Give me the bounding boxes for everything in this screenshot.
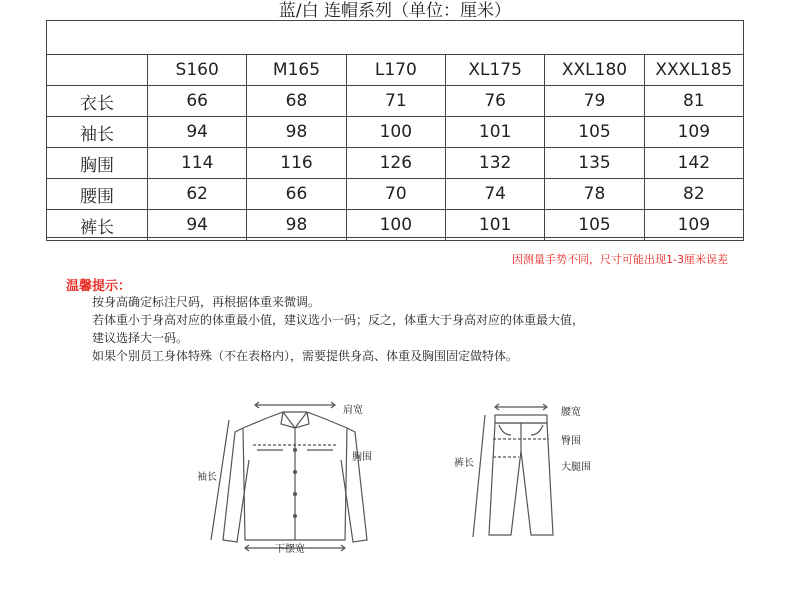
table-row <box>47 179 744 210</box>
table-row <box>47 86 744 117</box>
table-cell: 76 <box>445 86 544 117</box>
tip-line: 按身高确定标注尺码，再根据体重来微调。 <box>92 295 321 309</box>
pants-waistband <box>495 415 547 423</box>
table-cell: 74 <box>445 179 544 210</box>
table-header-cell: XL175 <box>445 55 544 86</box>
table-cell: 70 <box>346 179 445 210</box>
table-header-cell: L170 <box>346 55 445 86</box>
table-header-cell: S160 <box>148 55 247 86</box>
table-cell: 79 <box>545 86 644 117</box>
table-cell: 62 <box>148 179 247 210</box>
table-header-cell <box>47 55 148 86</box>
table-cell: 109 <box>644 210 743 241</box>
table-header-row <box>47 55 744 86</box>
row-label: 胸围 <box>47 148 148 179</box>
table-cell: 100 <box>346 210 445 241</box>
table-cell: 114 <box>148 148 247 179</box>
tips-list <box>92 293 584 365</box>
thigh-label: 大腿围 <box>561 462 591 473</box>
tips-title: 温馨提示： <box>66 279 132 294</box>
page-title: 蓝/白 连帽系列（单位：厘米） <box>278 1 512 21</box>
row-label: 袖长 <box>47 117 148 148</box>
table-cell: 82 <box>644 179 743 210</box>
table-cell: 94 <box>148 210 247 241</box>
tip-line: 若体重小于身高对应的体重最小值，建议选小一码；反之，体重大于身高对应的体重最大值， <box>92 313 585 327</box>
row-label: 腰围 <box>47 179 148 210</box>
table-cell: 66 <box>148 86 247 117</box>
table-cell: 142 <box>644 148 743 179</box>
table-header-cell: XXL180 <box>545 55 644 86</box>
table-cell: 132 <box>445 148 544 179</box>
measurement-note: 因测量手势不同，尺寸可能出现1-3厘米误差 <box>512 253 728 266</box>
shoulder-label: 肩宽 <box>343 405 363 416</box>
table-cell: 81 <box>644 86 743 117</box>
row-label: 裤长 <box>47 210 148 241</box>
sleeve-label: 袖长 <box>197 472 217 483</box>
table-header-cell: M165 <box>247 55 346 86</box>
table-cell: 116 <box>247 148 346 179</box>
table-row <box>47 117 744 148</box>
hip-label: 臀围 <box>561 436 581 447</box>
table-cell: 68 <box>247 86 346 117</box>
waist-label: 腰宽 <box>561 407 581 418</box>
table-cell: 71 <box>346 86 445 117</box>
table-cell: 109 <box>644 117 743 148</box>
table-cell: 101 <box>445 117 544 148</box>
table-cell: 98 <box>247 117 346 148</box>
length-arrow <box>473 415 485 537</box>
pants-diagram <box>455 395 565 545</box>
table-cell: 94 <box>148 117 247 148</box>
table-row <box>47 210 744 241</box>
table-cell: 126 <box>346 148 445 179</box>
table-cell: 78 <box>545 179 644 210</box>
table-cell: 105 <box>545 210 644 241</box>
chest-label: 胸围 <box>352 452 372 463</box>
hem-label: 下摆宽 <box>275 544 305 555</box>
tip-line: 建议选择大一码。 <box>92 331 189 345</box>
table-row <box>47 148 744 179</box>
row-label: 衣长 <box>47 86 148 117</box>
table-cell: 100 <box>346 117 445 148</box>
pants-length-label: 裤长 <box>454 458 474 469</box>
size-table <box>46 54 744 241</box>
table-cell: 98 <box>247 210 346 241</box>
table-header-cell: XXXL185 <box>644 55 743 86</box>
table-cell: 101 <box>445 210 544 241</box>
table-cell: 66 <box>247 179 346 210</box>
table-cell: 105 <box>545 117 644 148</box>
table-cell: 135 <box>545 148 644 179</box>
tip-line: 如果个别员工身体特殊（不在表格内），需要提供身高、体重及胸围固定做特体。 <box>92 349 519 363</box>
